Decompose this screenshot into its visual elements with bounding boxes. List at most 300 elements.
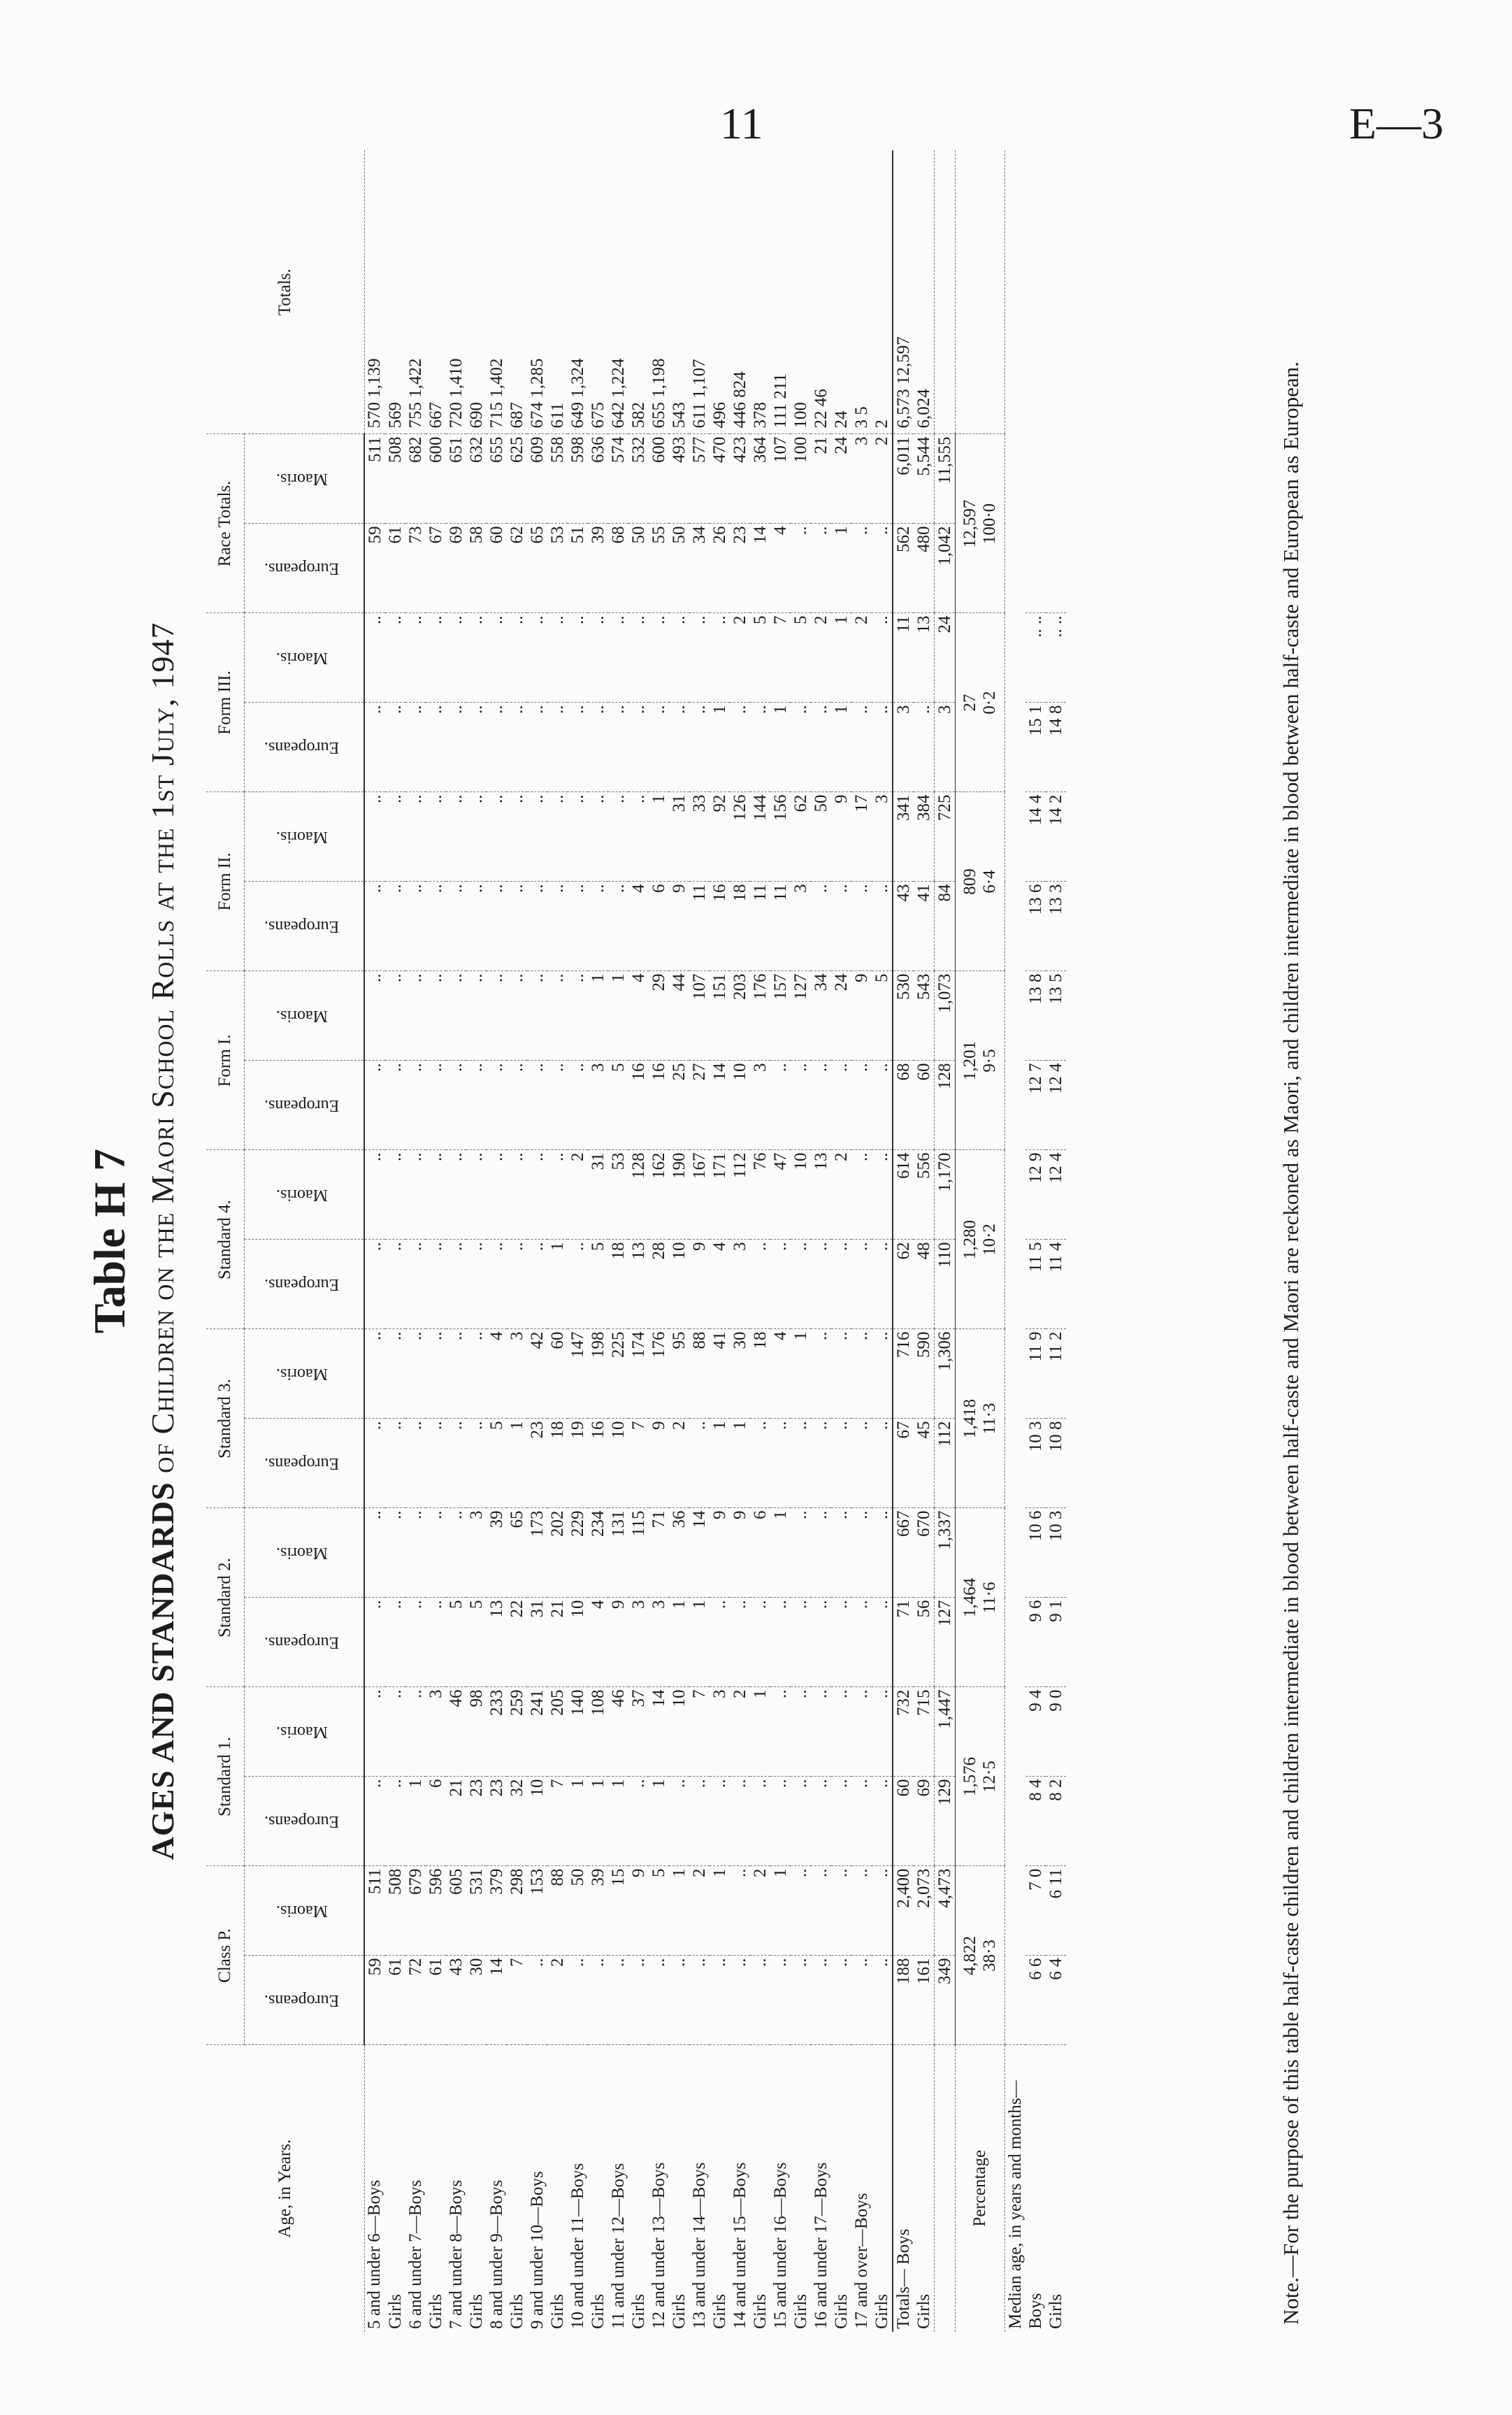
value-cell: 171 <box>710 1150 730 1240</box>
age-cell: 5 and under 6—Boys <box>365 2179 384 2329</box>
value-cell: 5 <box>466 1598 487 1687</box>
value-cell: .. <box>426 1329 446 1419</box>
value-cell: .. <box>507 971 527 1061</box>
sum-cell: 725 <box>935 792 956 882</box>
sum-cell: 3 <box>935 703 956 792</box>
value-cell: .. <box>527 792 547 882</box>
value-cell: 69 <box>914 1777 935 1866</box>
percentage-value: 38·3 <box>980 1940 999 1972</box>
europeans-subheader-label: Europeans. <box>264 738 340 757</box>
value-cell: 47 <box>770 1150 791 1240</box>
value-cell: 176 <box>750 971 770 1061</box>
table-row <box>872 150 893 2332</box>
value-cell: 13 <box>811 1150 831 1240</box>
value-cell: 88 <box>689 1329 710 1419</box>
value-cell: .. <box>628 1777 649 1866</box>
value-cell: .. <box>730 1598 750 1687</box>
value-cell: 205 <box>547 1687 568 1777</box>
value-cell: .. <box>831 1508 851 1598</box>
europeans-subheader-label: Europeans. <box>264 1275 340 1294</box>
value-cell: .. <box>608 1956 628 2045</box>
age-cell: Girls <box>426 2294 445 2329</box>
value-cell: 1 <box>649 792 669 882</box>
value-cell: .. <box>851 1687 872 1777</box>
value-cell: 4 <box>588 1598 608 1687</box>
value-cell: 60 <box>487 524 507 613</box>
sum-cell: 24 <box>935 613 956 703</box>
percentage-value: 6·4 <box>980 870 999 894</box>
value-cell: .. <box>710 613 730 703</box>
row-total: 22 <box>811 410 830 429</box>
value-cell: .. <box>466 792 487 882</box>
median-row-girls <box>1046 150 1066 2332</box>
value-cell: .. <box>831 1598 851 1687</box>
value-cell: 61 <box>385 1956 405 2045</box>
value-cell: 562 <box>893 524 914 613</box>
value-cell: .. <box>649 1956 669 2045</box>
value-cell: .. <box>750 1598 770 1687</box>
value-cell: .. <box>466 1240 487 1329</box>
row-total: 675 <box>588 401 607 429</box>
value-cell: .. <box>405 792 426 882</box>
maoris-subheader <box>245 1150 365 1240</box>
value-cell: 3 <box>426 1687 446 1777</box>
value-cell: .. <box>872 1240 893 1329</box>
pair-total: 1,224 <box>608 358 628 398</box>
value-cell: 2 <box>851 613 872 703</box>
value-cell: 632 <box>466 434 487 524</box>
europeans-subheader-label: Europeans. <box>264 1633 340 1652</box>
value-cell: .. <box>446 1061 466 1150</box>
value-cell: .. <box>811 882 831 971</box>
maoris-subheader <box>245 434 365 524</box>
value-cell: .. <box>831 1240 851 1329</box>
value-cell: 50 <box>669 524 689 613</box>
value-cell: .. <box>385 1061 405 1150</box>
value-cell: .. <box>446 1419 466 1508</box>
value-cell: 95 <box>669 1329 689 1419</box>
value-cell: .. <box>608 613 628 703</box>
europeans-subheader-label: Europeans. <box>264 1812 340 1831</box>
value-cell: .. <box>364 1687 385 1777</box>
value-cell: 41 <box>914 882 935 971</box>
row-total: 582 <box>628 401 648 429</box>
row-total: 24 <box>831 410 851 429</box>
value-cell: 3 <box>466 1508 487 1598</box>
percentage-value: 100·0 <box>980 503 999 545</box>
value-cell: .. <box>385 1329 405 1419</box>
value-cell: 144 <box>750 792 770 882</box>
value-cell: 45 <box>914 1419 935 1508</box>
median-cell: 9 4 <box>1025 1687 1046 1777</box>
value-cell: 558 <box>547 434 568 524</box>
percentage-value: 0·2 <box>980 691 999 715</box>
maoris-subheader <box>245 1687 365 1777</box>
value-cell: 5 <box>487 1419 507 1508</box>
value-cell: .. <box>568 703 588 792</box>
median-cell: 12 9 <box>1025 1150 1046 1240</box>
age-cell: 11 and under 12—Boys <box>608 2163 628 2329</box>
value-cell: 511 <box>364 1866 385 1956</box>
value-cell: 203 <box>730 971 750 1061</box>
age-cell: Girls <box>750 2294 770 2329</box>
value-cell: 11 <box>750 882 770 971</box>
value-cell: .. <box>770 1956 791 2045</box>
value-cell: 198 <box>588 1329 608 1419</box>
value-cell: .. <box>385 1777 405 1866</box>
value-cell: 167 <box>689 1150 710 1240</box>
value-cell: .. <box>507 882 527 971</box>
totals-cell <box>689 150 710 434</box>
value-cell: 1 <box>730 1419 750 1508</box>
value-cell: .. <box>547 1061 568 1150</box>
table-row <box>770 150 791 2332</box>
value-cell: .. <box>385 1419 405 1508</box>
row-total: 543 <box>669 401 689 429</box>
maoris-subheader-label: Maoris. <box>275 470 328 489</box>
value-cell: 577 <box>689 434 710 524</box>
value-cell: .. <box>385 1598 405 1687</box>
value-cell: .. <box>608 703 628 792</box>
value-cell: 605 <box>446 1866 466 1956</box>
value-cell: 1 <box>770 1508 791 1598</box>
europeans-subheader <box>245 703 365 792</box>
value-cell: .. <box>811 1508 831 1598</box>
value-cell: 9 <box>689 1240 710 1329</box>
pair-total: 1,402 <box>487 358 506 398</box>
value-cell: .. <box>608 792 628 882</box>
value-cell: .. <box>872 1419 893 1508</box>
value-cell: 1 <box>689 1598 710 1687</box>
value-cell: .. <box>770 1687 791 1777</box>
value-cell: 153 <box>527 1866 547 1956</box>
value-cell: 69 <box>446 524 466 613</box>
value-cell: .. <box>872 1598 893 1687</box>
maoris-subheader <box>245 971 365 1061</box>
totals-cell <box>893 150 914 434</box>
europeans-subheader-label: Europeans. <box>264 559 340 578</box>
value-cell: .. <box>487 1240 507 1329</box>
value-cell: 3 <box>649 1598 669 1687</box>
age-cell: 15 and under 16—Boys <box>770 2162 790 2329</box>
value-cell: .. <box>831 1061 851 1150</box>
value-cell: .. <box>385 1687 405 1777</box>
value-cell: 10 <box>791 1150 811 1240</box>
row-total: 100 <box>791 401 810 429</box>
value-cell: 23 <box>527 1419 547 1508</box>
value-cell: 229 <box>568 1508 588 1598</box>
median-cell: 9 0 <box>1046 1687 1066 1777</box>
sum-cell: 1,447 <box>935 1687 956 1777</box>
value-cell: 7 <box>689 1687 710 1777</box>
value-cell: .. <box>426 792 446 882</box>
value-cell: 259 <box>507 1687 527 1777</box>
value-cell: .. <box>364 971 385 1061</box>
value-cell: .. <box>710 1598 730 1687</box>
maoris-subheader-label: Maoris. <box>275 1186 328 1205</box>
sum-cell: 84 <box>935 882 956 971</box>
value-cell: 5 <box>750 613 770 703</box>
value-cell: 17 <box>851 792 872 882</box>
median-cell: 13 5 <box>1046 971 1066 1061</box>
percentage-value: 12·5 <box>980 1761 999 1793</box>
value-cell: .. <box>547 703 568 792</box>
value-cell: 1 <box>608 1777 628 1866</box>
maoris-subheader <box>245 1866 365 1956</box>
page-number: 11 <box>720 99 763 148</box>
value-cell: .. <box>710 1956 730 2045</box>
sum-cell: 110 <box>935 1240 956 1329</box>
median-label: Median age, in years and months— <box>1005 2045 1026 2332</box>
value-cell: 48 <box>914 1240 935 1329</box>
row-total: 649 <box>568 401 587 429</box>
median-cell: 9 6 <box>1025 1598 1046 1687</box>
class-p-header: Class P. <box>206 1866 245 2045</box>
value-cell: 2 <box>811 613 831 703</box>
value-cell: 65 <box>507 1508 527 1598</box>
value-cell: .. <box>750 1777 770 1866</box>
value-cell: 13 <box>487 1598 507 1687</box>
value-cell: .. <box>750 1419 770 1508</box>
value-cell: .. <box>426 882 446 971</box>
percentage-cell <box>956 1866 1005 2045</box>
median-cell: 10 8 <box>1046 1419 1066 1508</box>
value-cell: 5 <box>588 1240 608 1329</box>
value-cell: 2 <box>730 613 750 703</box>
row-total: 6,573 <box>893 389 913 429</box>
value-cell: 16 <box>588 1419 608 1508</box>
value-cell: .. <box>791 1956 811 2045</box>
value-cell: .. <box>568 792 588 882</box>
europeans-subheader-label: Europeans. <box>264 1991 340 2010</box>
value-cell: 21 <box>811 434 831 524</box>
value-cell: .. <box>405 1419 426 1508</box>
value-cell: 39 <box>588 1866 608 1956</box>
value-cell: 10 <box>730 1061 750 1150</box>
median-label-row <box>1005 150 1026 2332</box>
value-cell: 71 <box>893 1598 914 1687</box>
value-cell: 530 <box>893 971 914 1061</box>
percentage-cell <box>956 1687 1005 1866</box>
value-cell: 39 <box>487 1508 507 1598</box>
value-cell: 72 <box>405 1956 426 2045</box>
age-cell: Girls <box>669 2294 689 2329</box>
value-cell: .. <box>791 1598 811 1687</box>
value-cell: .. <box>405 703 426 792</box>
value-cell: 1 <box>710 1419 730 1508</box>
value-cell: 68 <box>893 1061 914 1150</box>
value-cell: 174 <box>628 1329 649 1419</box>
value-cell: .. <box>588 882 608 971</box>
value-cell: .. <box>426 1508 446 1598</box>
value-cell: .. <box>770 1419 791 1508</box>
age-cell: Girls <box>710 2294 729 2329</box>
value-cell: 679 <box>405 1866 426 1956</box>
value-cell: .. <box>385 971 405 1061</box>
value-cell: 1 <box>568 1777 588 1866</box>
value-cell: 423 <box>730 434 750 524</box>
value-cell: .. <box>588 703 608 792</box>
age-cell: Girls <box>507 2294 526 2329</box>
sum-cell: 112 <box>935 1419 956 1508</box>
form-1-header: Form I. <box>206 971 245 1150</box>
document-code: E—3 <box>1349 99 1444 148</box>
value-cell: 1 <box>669 1866 689 1956</box>
value-cell: .. <box>588 613 608 703</box>
value-cell: .. <box>568 613 588 703</box>
value-cell: .. <box>385 882 405 971</box>
sum-cell: 127 <box>935 1598 956 1687</box>
median-sex-label: Girls <box>1046 2294 1065 2329</box>
form-2-header: Form II. <box>206 792 245 971</box>
header-sub-row <box>245 150 365 2332</box>
value-cell: 115 <box>628 1508 649 1598</box>
value-cell: 470 <box>710 434 730 524</box>
median-cell: 14 4 <box>1025 792 1046 882</box>
value-cell: .. <box>385 1150 405 1240</box>
value-cell: .. <box>568 1240 588 1329</box>
value-cell: .. <box>851 703 872 792</box>
value-cell: 5,544 <box>914 434 935 524</box>
percentage-cell <box>956 613 1005 792</box>
age-cell: 7 and under 8—Boys <box>446 2179 466 2329</box>
percentage-count: 1,418 <box>960 1398 979 1439</box>
median-cell: 13 8 <box>1025 971 1046 1061</box>
value-cell: 2,073 <box>914 1866 935 1956</box>
percentage-cell <box>956 792 1005 971</box>
value-cell: 9 <box>608 1598 628 1687</box>
age-cell: Girls <box>628 2294 648 2329</box>
value-cell: 31 <box>588 1150 608 1240</box>
value-cell: 43 <box>893 882 914 971</box>
percentage-cell <box>956 1150 1005 1329</box>
percentage-count: 1,464 <box>960 1577 979 1618</box>
value-cell: .. <box>446 1329 466 1419</box>
value-cell: .. <box>811 1061 831 1150</box>
value-cell: 600 <box>649 434 669 524</box>
value-cell: 532 <box>628 434 649 524</box>
race-totals-header: Race Totals. <box>206 434 245 613</box>
value-cell: 44 <box>669 971 689 1061</box>
value-cell: 42 <box>527 1329 547 1419</box>
value-cell: .. <box>364 1240 385 1329</box>
value-cell: .. <box>487 882 507 971</box>
value-cell: .. <box>364 1329 385 1419</box>
europeans-subheader-label: Europeans. <box>264 1454 340 1473</box>
value-cell: 162 <box>649 1150 669 1240</box>
value-cell: .. <box>811 1329 831 1419</box>
maoris-subheader-label: Maoris. <box>275 1007 328 1026</box>
percentage-count: 1,576 <box>960 1756 979 1797</box>
median-cell: 12 7 <box>1025 1061 1046 1150</box>
value-cell: 36 <box>669 1508 689 1598</box>
value-cell: .. <box>426 1061 446 1150</box>
value-cell: .. <box>811 1866 831 1956</box>
value-cell: 128 <box>628 1150 649 1240</box>
age-cell: Girls <box>466 2294 486 2329</box>
value-cell: .. <box>426 613 446 703</box>
value-cell: 1 <box>710 703 730 792</box>
value-cell: .. <box>364 1598 385 1687</box>
value-cell: 4 <box>770 524 791 613</box>
row-total: 378 <box>750 401 770 429</box>
value-cell: 151 <box>710 971 730 1061</box>
value-cell: 7 <box>770 613 791 703</box>
value-cell: .. <box>872 613 893 703</box>
value-cell: .. <box>527 1956 547 2045</box>
value-cell: 1 <box>770 703 791 792</box>
value-cell: 715 <box>914 1687 935 1777</box>
table-row <box>588 150 608 2332</box>
standard-2-header: Standard 2. <box>206 1508 245 1687</box>
totals-cell <box>669 150 689 434</box>
value-cell: .. <box>466 1419 487 1508</box>
value-cell: 176 <box>649 1329 669 1419</box>
value-cell: 59 <box>364 1956 385 2045</box>
totals-cell <box>811 150 831 434</box>
median-cell: 6 11 <box>1046 1866 1066 1956</box>
value-cell: .. <box>405 1329 426 1419</box>
value-cell: .. <box>466 1061 487 1150</box>
value-cell: .. <box>507 1240 527 1329</box>
median-cell: 6 6 <box>1025 1956 1046 2045</box>
value-cell: .. <box>547 792 568 882</box>
value-cell: .. <box>831 1956 851 2045</box>
totals-cell <box>791 150 811 434</box>
value-cell: .. <box>405 1687 426 1777</box>
value-cell: .. <box>487 971 507 1061</box>
value-cell: 161 <box>914 1956 935 2045</box>
value-cell: .. <box>466 882 487 971</box>
median-cell: 7 0 <box>1025 1866 1046 1956</box>
value-cell: 233 <box>487 1687 507 1777</box>
table-note: Note.—For the purpose of this table half-caste children and children intermediate in blood between half-caste and Maori are reckoned as Maori, and children intermediate in blood between half-caste and European as European. <box>1279 361 1303 2325</box>
value-cell: .. <box>851 1866 872 1956</box>
age-cell: 12 and under 13—Boys <box>649 2162 668 2329</box>
value-cell: 600 <box>426 434 446 524</box>
value-cell: .. <box>831 1777 851 1866</box>
value-cell: .. <box>851 1329 872 1419</box>
totals-cell <box>527 150 547 434</box>
value-cell: .. <box>405 1598 426 1687</box>
median-cell: 11 5 <box>1025 1240 1046 1329</box>
value-cell: 14 <box>750 524 770 613</box>
value-cell: 173 <box>527 1508 547 1598</box>
value-cell: 636 <box>588 434 608 524</box>
value-cell: .. <box>507 1150 527 1240</box>
value-cell: 655 <box>487 434 507 524</box>
value-cell: .. <box>527 613 547 703</box>
value-cell: .. <box>689 1419 710 1508</box>
median-cell: .. .. <box>1025 613 1046 703</box>
value-cell: .. <box>872 1061 893 1150</box>
row-total: 611 <box>547 402 567 429</box>
header-group-row <box>206 150 245 2332</box>
value-cell: .. <box>730 1956 750 2045</box>
value-cell: 107 <box>770 434 791 524</box>
row-total: 111 <box>770 403 790 429</box>
totals-cell <box>935 150 956 434</box>
table-row <box>364 150 385 2332</box>
sum-cell: 1,337 <box>935 1508 956 1598</box>
value-cell: 3 <box>710 1687 730 1777</box>
age-cell: 13 and under 14—Boys <box>689 2162 709 2329</box>
maoris-subheader-label: Maoris. <box>275 1902 328 1921</box>
value-cell: 34 <box>689 524 710 613</box>
value-cell: .. <box>466 1329 487 1419</box>
value-cell: 3 <box>872 792 893 882</box>
value-cell: .. <box>831 1329 851 1419</box>
